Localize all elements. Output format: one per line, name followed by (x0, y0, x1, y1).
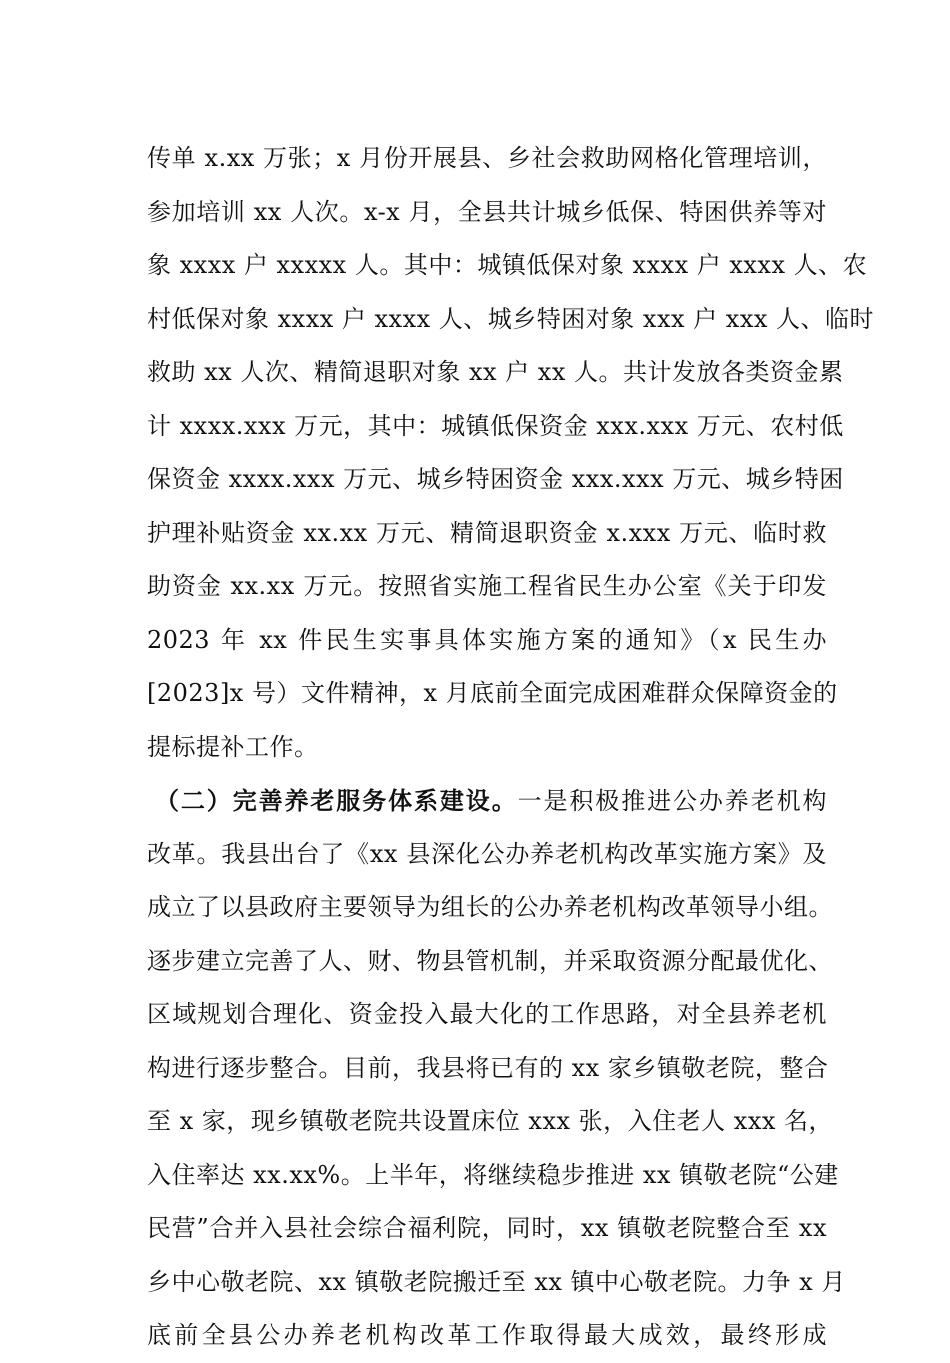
text-line: 提标提补工作。 (147, 732, 319, 761)
text-line: 至 x 家，现乡镇敬老院共设置床位 xxx 张，入住老人 xxx 名， (147, 1107, 834, 1135)
text-line: 成立了以县政府主要领导为组长的公办养老机构改革领导小组。 (147, 893, 833, 921)
text-line: 传单 x.xx 万张；x 月份开展县、乡社会救助网格化管理培训， (147, 144, 827, 172)
text-line: 救助 xx 人次、精简退职对象 xx 户 xx 人。共计发放各类资金累 (147, 358, 844, 386)
text-line: 入住率达 xx.xx%。上半年，将继续稳步推进 xx 镇敬老院“公建 (147, 1160, 839, 1189)
text-line: 保资金 xxxx.xxx 万元、城乡特困资金 xxx.xxx 万元、城乡特困 (147, 465, 844, 493)
text-line: 区域规划合理化、资金投入最大化的工作思路，对全县养老机 (147, 1000, 827, 1028)
text-line: 2023 年 xx 件民生实事具体实施方案的通知》（x 民生办 (147, 625, 827, 654)
text-line: 计 xxxx.xxx 万元，其中：城镇低保资金 xxx.xxx 万元、农村低 (147, 411, 844, 440)
text-line: 护理补贴资金 xx.xx 万元、精简退职资金 x.xxx 万元、临时救 (147, 518, 827, 547)
text-line: 参加培训 xx 人次。x-x 月，全县共计城乡低保、特困供养等对 (147, 197, 827, 226)
section-lead-text: 一是积极推进公办养老机构 (517, 787, 828, 815)
text-line: 构进行逐步整合。目前，我县将已有的 xx 家乡镇敬老院，整合 (147, 1053, 829, 1082)
section-heading: （二）完善养老服务体系建设。 (155, 786, 518, 815)
text-line: 乡中心敬老院、xx 镇敬老院搬迁至 xx 镇中心敬老院。力争 x 月 (147, 1267, 846, 1296)
text-line: 象 xxxx 户 xxxxx 人。其中：城镇低保对象 xxxx 户 xxxx 人、农 (147, 251, 868, 279)
text-line: 村低保对象 xxxx 户 xxxx 人、城乡特困对象 xxx 户 xxx 人、临时 (147, 304, 875, 333)
section-first-line (147, 774, 827, 828)
text-line: 助资金 xx.xx 万元。按照省实施工程省民生办公室《关于印发 (147, 572, 827, 600)
text-line: 改革。我县出台了《xx 县深化公办养老机构改革实施方案》及 (147, 839, 827, 868)
text-line: [2023]x 号）文件精神，x 月底前全面完成困难群众保障资金的 (147, 679, 838, 707)
body-text (147, 132, 875, 1363)
text-line: 底前全县公办养老机构改革工作取得最大成效，最终形成 (147, 1321, 827, 1349)
text-line: 逐步建立完善了人、财、物县管机制，并采取资源分配最优化、 (147, 946, 833, 975)
text-line: 民营”合并入县社会综合福利院，同时，xx 镇敬老院整合至 xx (147, 1214, 827, 1242)
